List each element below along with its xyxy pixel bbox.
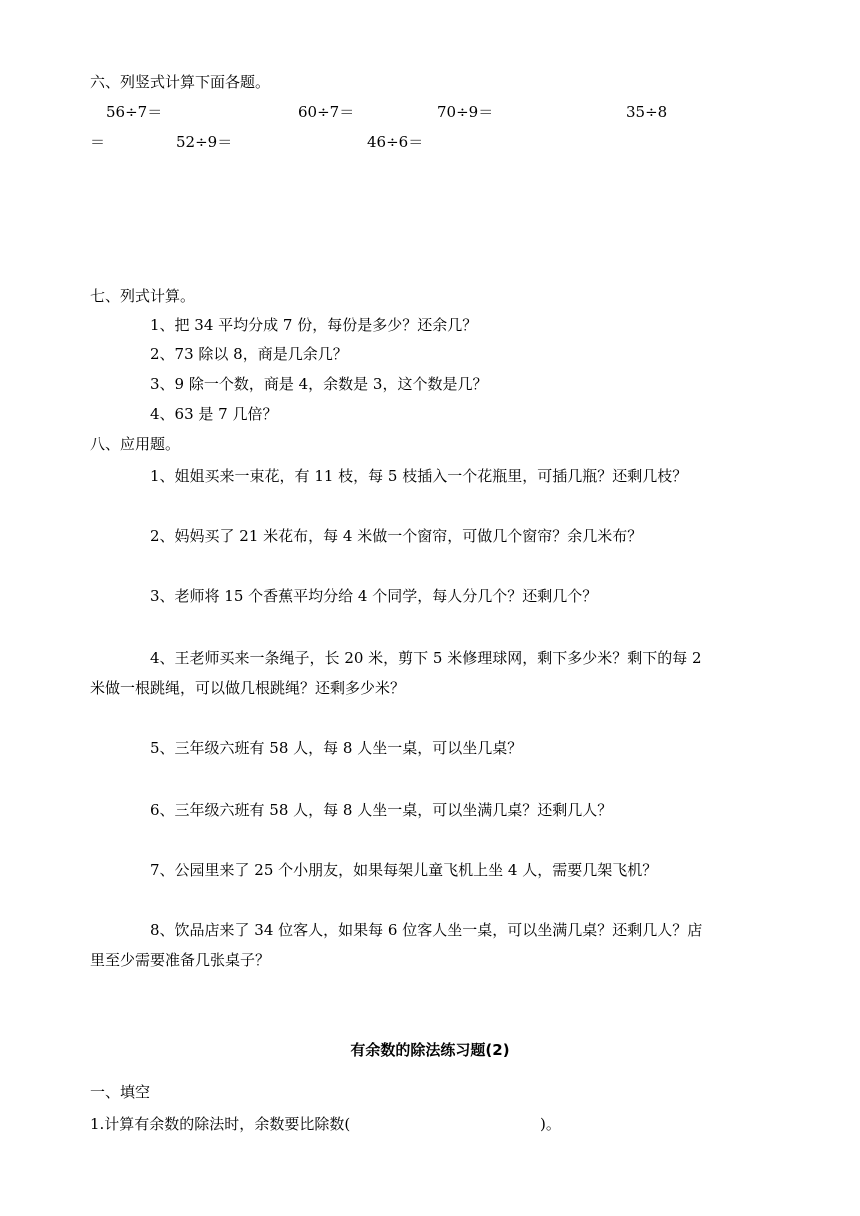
sec7-item-1: 1、把 34 平均分成 7 份，每份是多少？还余几？ — [150, 316, 478, 334]
sec8-item-5: 5、三年级六班有 58 人，每 8 人坐一桌，可以坐几桌？ — [150, 739, 523, 757]
problem-35-div-8-equals: ＝ — [90, 133, 106, 151]
section-6-heading: 六、列竖式计算下面各题。 — [90, 73, 271, 91]
problem-46-div-6: 46÷6＝ — [367, 133, 424, 151]
sec8-item-8-line-2: 里至少需要准备几张桌子？ — [90, 951, 271, 969]
section-8-heading: 八、应用题。 — [90, 435, 181, 453]
section-7-heading: 七、列式计算。 — [90, 287, 196, 305]
part-2-heading: 一、填空 — [90, 1083, 151, 1101]
part-2-question-1-prefix: 1.计算有余数的除法时，余数要比除数( — [90, 1115, 351, 1133]
sec8-item-6: 6、三年级六班有 58 人，每 8 人坐一桌，可以坐满几桌？还剩几人？ — [150, 801, 613, 819]
sec8-item-3: 3、老师将 15 个香蕉平均分给 4 个同学，每人分几个？还剩几个？ — [150, 587, 598, 605]
problem-56-div-7: 56÷7＝ — [106, 103, 163, 121]
sec8-item-2: 2、妈妈买了 21 米花布，每 4 米做一个窗帘，可做几个窗帘？余几米布？ — [150, 527, 643, 545]
problem-52-div-9: 52÷9＝ — [176, 133, 233, 151]
part-2-title: 有余数的除法练习题(2) — [350, 1041, 510, 1059]
problem-35-div-8: 35÷8 — [626, 103, 668, 121]
sec8-item-7: 7、公园里来了 25 个小朋友，如果每架儿童飞机上坐 4 人，需要几架飞机？ — [150, 861, 658, 879]
sec7-item-4: 4、63 是 7 几倍？ — [150, 405, 278, 423]
sec8-item-1: 1、姐姐买来一束花，有 11 枝，每 5 枝插入一个花瓶里，可插几瓶？还剩几枝？ — [150, 467, 688, 485]
problem-70-div-9: 70÷9＝ — [437, 103, 494, 121]
sec7-item-3: 3、9 除一个数，商是 4，余数是 3，这个数是几？ — [150, 375, 488, 393]
sec7-item-2: 2、73 除以 8，商是几余几？ — [150, 345, 348, 363]
sec8-item-4-line-1: 4、王老师买来一条绳子，长 20 米，剪下 5 米修理球网，剩下多少米？剩下的每 2 — [150, 649, 702, 667]
part-2-question-1-suffix: )。 — [540, 1115, 561, 1133]
sec8-item-8-line-1: 8、饮品店来了 34 位客人，如果每 6 位客人坐一桌，可以坐满几桌？还剩几人？店 — [150, 921, 703, 939]
problem-60-div-7: 60÷7＝ — [298, 103, 355, 121]
sec8-item-4-line-2: 米做一根跳绳，可以做几根跳绳？还剩多少米？ — [90, 679, 406, 697]
